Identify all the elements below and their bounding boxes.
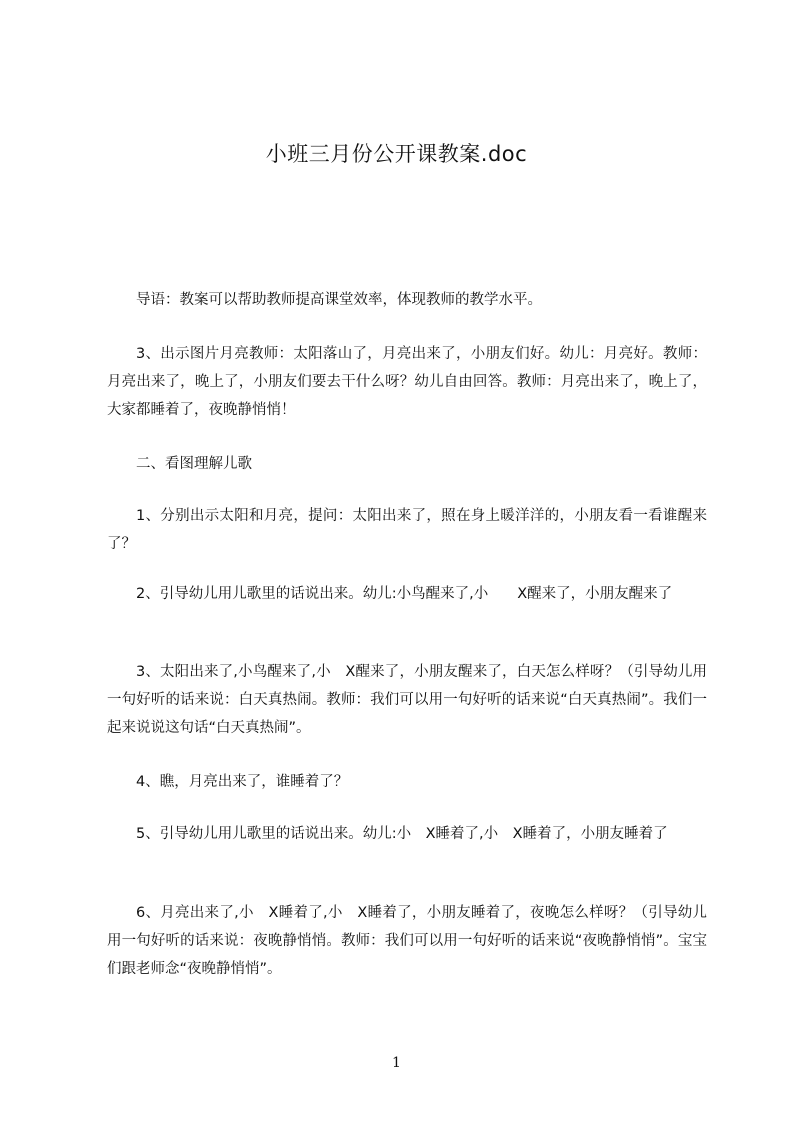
page-number: 1 [392,1055,401,1071]
paragraph-step-5: 5、引导幼儿用儿歌里的话说出来。幼儿:小 X睡着了,小 X睡着了，小朋友睡着了 [136,826,668,842]
paragraph-step-4: 4、瞧，月亮出来了，谁睡着了？ [136,774,349,790]
paragraph-step-1: 1、分别出示太阳和月亮，提问：太阳出来了，照在身上暖洋洋的，小朋友看一看谁醒来了？ [107,508,707,552]
paragraph-step-3-daytime: 3、太阳出来了,小鸟醒来了,小 X醒来了，小朋友醒来了，白天怎么样呀？（引导幼儿用一句好听的话来说：白天真热闹。教师：我们可以用一句好听的话来说“白天真热闹”。我们一起来说说这句话“白天真热闹”。 [107,664,707,736]
paragraph-step-6: 6、月亮出来了,小 X睡着了,小 X睡着了，小朋友睡着了，夜晚怎么样呀？（引导幼儿用一句好听的话来说：夜晚静悄悄。教师：我们可以用一句好听的话来说“夜晚静悄悄”。宝宝们跟老师念“夜晚静悄悄”。 [107,905,707,977]
paragraph-step-2: 2、引导幼儿用儿歌里的话说出来。幼儿:小鸟醒来了,小 X醒来了，小朋友醒来了 [136,586,673,602]
section-heading: 二、看图理解儿歌 [136,456,252,472]
paragraph-step-3-moon: 3、出示图片月亮教师：太阳落山了，月亮出来了，小朋友们好。幼儿：月亮好。教师：月亮出来了，晚上了，小朋友们要去干什么呀？幼儿自由回答。教师：月亮出来了，晚上了，大家都睡着了，夜晚静悄悄！ [107,346,707,418]
document-title: 小班三月份公开课教案.doc [265,142,528,166]
paragraph-intro: 导语：教案可以帮助教师提高课堂效率，体现教师的教学水平。 [136,292,542,308]
